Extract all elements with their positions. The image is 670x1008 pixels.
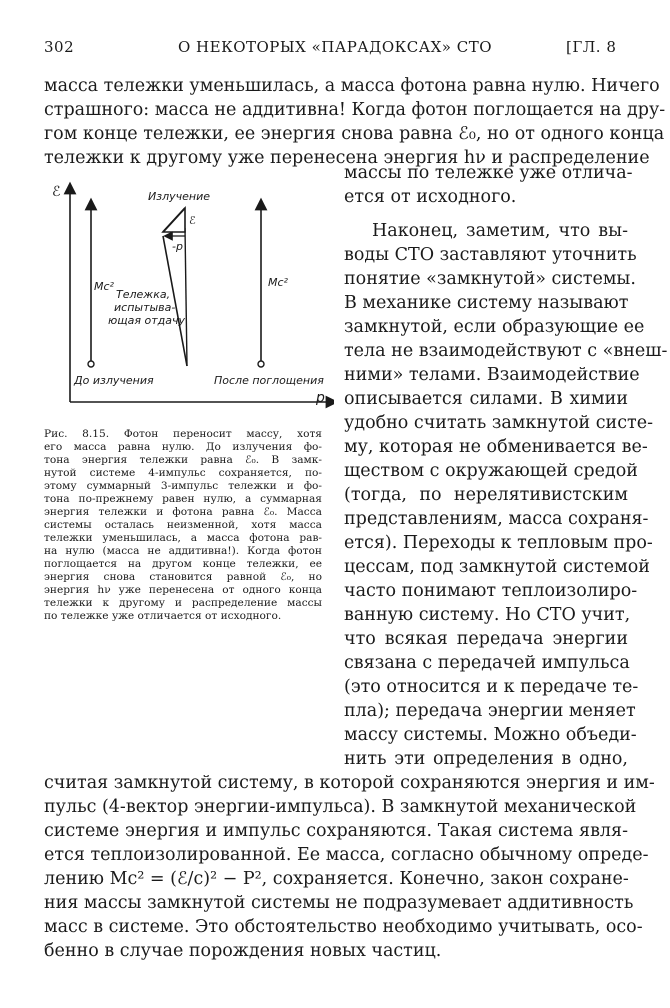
caption-line: этому суммарный 3-импульс тележки и фо- (44, 480, 322, 492)
text-line: (это относится и к передаче те- (344, 677, 639, 697)
caption-line: системы осталась неизменной, хотя масса (44, 519, 322, 531)
mc2-right-label: Mc² (268, 276, 288, 289)
running-title: О НЕКОТОРЫХ «ПАРАДОКСАХ» СТО (177, 38, 492, 56)
caption-line: на нулю (масса не аддитивна!). Когда фотон (44, 545, 322, 557)
caption-line: энергия hν уже перенесена от одного конца (44, 584, 322, 596)
text-line: массу системы. Можно объеди- (344, 725, 637, 745)
text-line: ется). Переходы к тепловым про- (344, 533, 653, 553)
text-line: масса тележки уменьшилась, а масса фотона равна нулю. Ничего (44, 76, 660, 96)
caption-line: энергия тележки и фотона равна ℰ₀. Масса (44, 506, 322, 518)
text-line: му, которая не обменивается ве- (344, 437, 648, 457)
caption-line: тона по-прежнему равен нулю, а суммарная (44, 493, 322, 505)
figure-8-15 (44, 180, 334, 416)
text-line: ется от исходного. (344, 187, 517, 207)
caption-line: энергия снова становится равной ℰ₀, но (44, 571, 322, 583)
text-line: (тогда, по нерелятивистским (344, 485, 628, 505)
text-line: пла); передача энергии меняет (344, 701, 636, 721)
text-line: Наконец, заметим, что вы- (372, 221, 628, 241)
text-line: цессам, под замкнутой системой (344, 557, 650, 577)
caption-line: поглощается на другом конце тележки, ее (44, 558, 322, 570)
vector-recoil-outer (185, 228, 187, 366)
text-line: описывается силами. В химии (344, 389, 628, 409)
caption-line: нутой системе 4-импульс сохраняется, по- (44, 467, 322, 479)
text-line: представлениям, масса сохраня- (344, 509, 649, 529)
origin-after (258, 361, 264, 367)
text-line: понятие «замкнутой» системы. (344, 269, 636, 289)
cart-label: Тележка, испытыва- ющая отдачу (108, 288, 185, 327)
text-line: ется теплоизолированной. Ее масса, согласно обычному опреде- (44, 845, 649, 865)
text-line: системе энергия и импульс сохраняются. Такая система явля- (44, 821, 628, 841)
text-line: нить эти определения в одно, (344, 749, 628, 769)
mc2-left-label: Mc² (94, 280, 114, 293)
caption-line: тона энергия тележки равна ℰ₀. В замк- (44, 454, 322, 466)
text-line: В механике систему называют (344, 293, 629, 313)
x-axis-label: p (316, 390, 325, 406)
minus-p-label: -p (172, 240, 183, 253)
text-line: считая замкнутой систему, в которой сохраняются энергия и им- (44, 773, 655, 793)
text-line: массы по тележке уже отлича- (344, 163, 633, 183)
text-line: ванную систему. Но СТО учит, (344, 605, 631, 625)
origin-before (88, 361, 94, 367)
page-number: 302 (44, 38, 75, 56)
text-line: что всякая передача энергии (344, 629, 628, 649)
text-line: воды СТО заставляют уточнить (344, 245, 637, 265)
chapter-label: [ГЛ. 8 (566, 38, 617, 56)
text-line: ния массы замкнутой системы не подразумевает аддитивность (44, 893, 634, 913)
caption-line: по тележке уже отличается от исходного. (44, 610, 282, 622)
text-line: бенно в случае порождения новых частиц. (44, 941, 442, 961)
text-line: пульс (4-вектор энергии-импульса). В замкнутой механической (44, 797, 637, 817)
after-label: После поглощения (214, 374, 324, 387)
text-line: связана с передачей импульса (344, 653, 630, 673)
text-line: лению Mc² = (ℰ/c)² − P², сохраняется. Конечно, закон сохране- (44, 869, 629, 889)
caption-line: Рис. 8.15. Фотон переносит массу, хотя (44, 428, 322, 440)
text-line: тележки к другому уже перенесена энергия hν и распределение (44, 148, 650, 168)
text-line: удобно считать замкнутой систе- (344, 413, 653, 433)
text-line: часто понимают теплоизолиро- (344, 581, 638, 601)
caption-line: его масса равна нулю. До излучения фо- (44, 441, 322, 453)
text-line: гом конце тележки, ее энергия снова равна ℰ₀, но от одного конца (44, 124, 665, 144)
text-line: ними» телами. Взаимодействие (344, 365, 640, 385)
caption-line: тележки к другому и распределение массы (44, 597, 322, 609)
y-axis-label: ℰ (52, 184, 61, 200)
text-line: масс в системе. Это обстоятельство необходимо учитывать, осо- (44, 917, 643, 937)
text-line: замкнутой, если образующие ее (344, 317, 645, 337)
before-label: До излучения (74, 374, 154, 387)
emission-label: Излучение (148, 190, 210, 203)
caption-line: тележки уменьшилась, а масса фотона рав- (44, 532, 322, 544)
text-line: ществом с окружающей средой (344, 461, 638, 481)
text-line: тела не взаимодействуют с «внеш- (344, 341, 668, 361)
photon-energy-label: ℰ (189, 214, 196, 227)
text-line: страшного: масса не аддитивна! Когда фотон поглощается на дру- (44, 100, 666, 120)
